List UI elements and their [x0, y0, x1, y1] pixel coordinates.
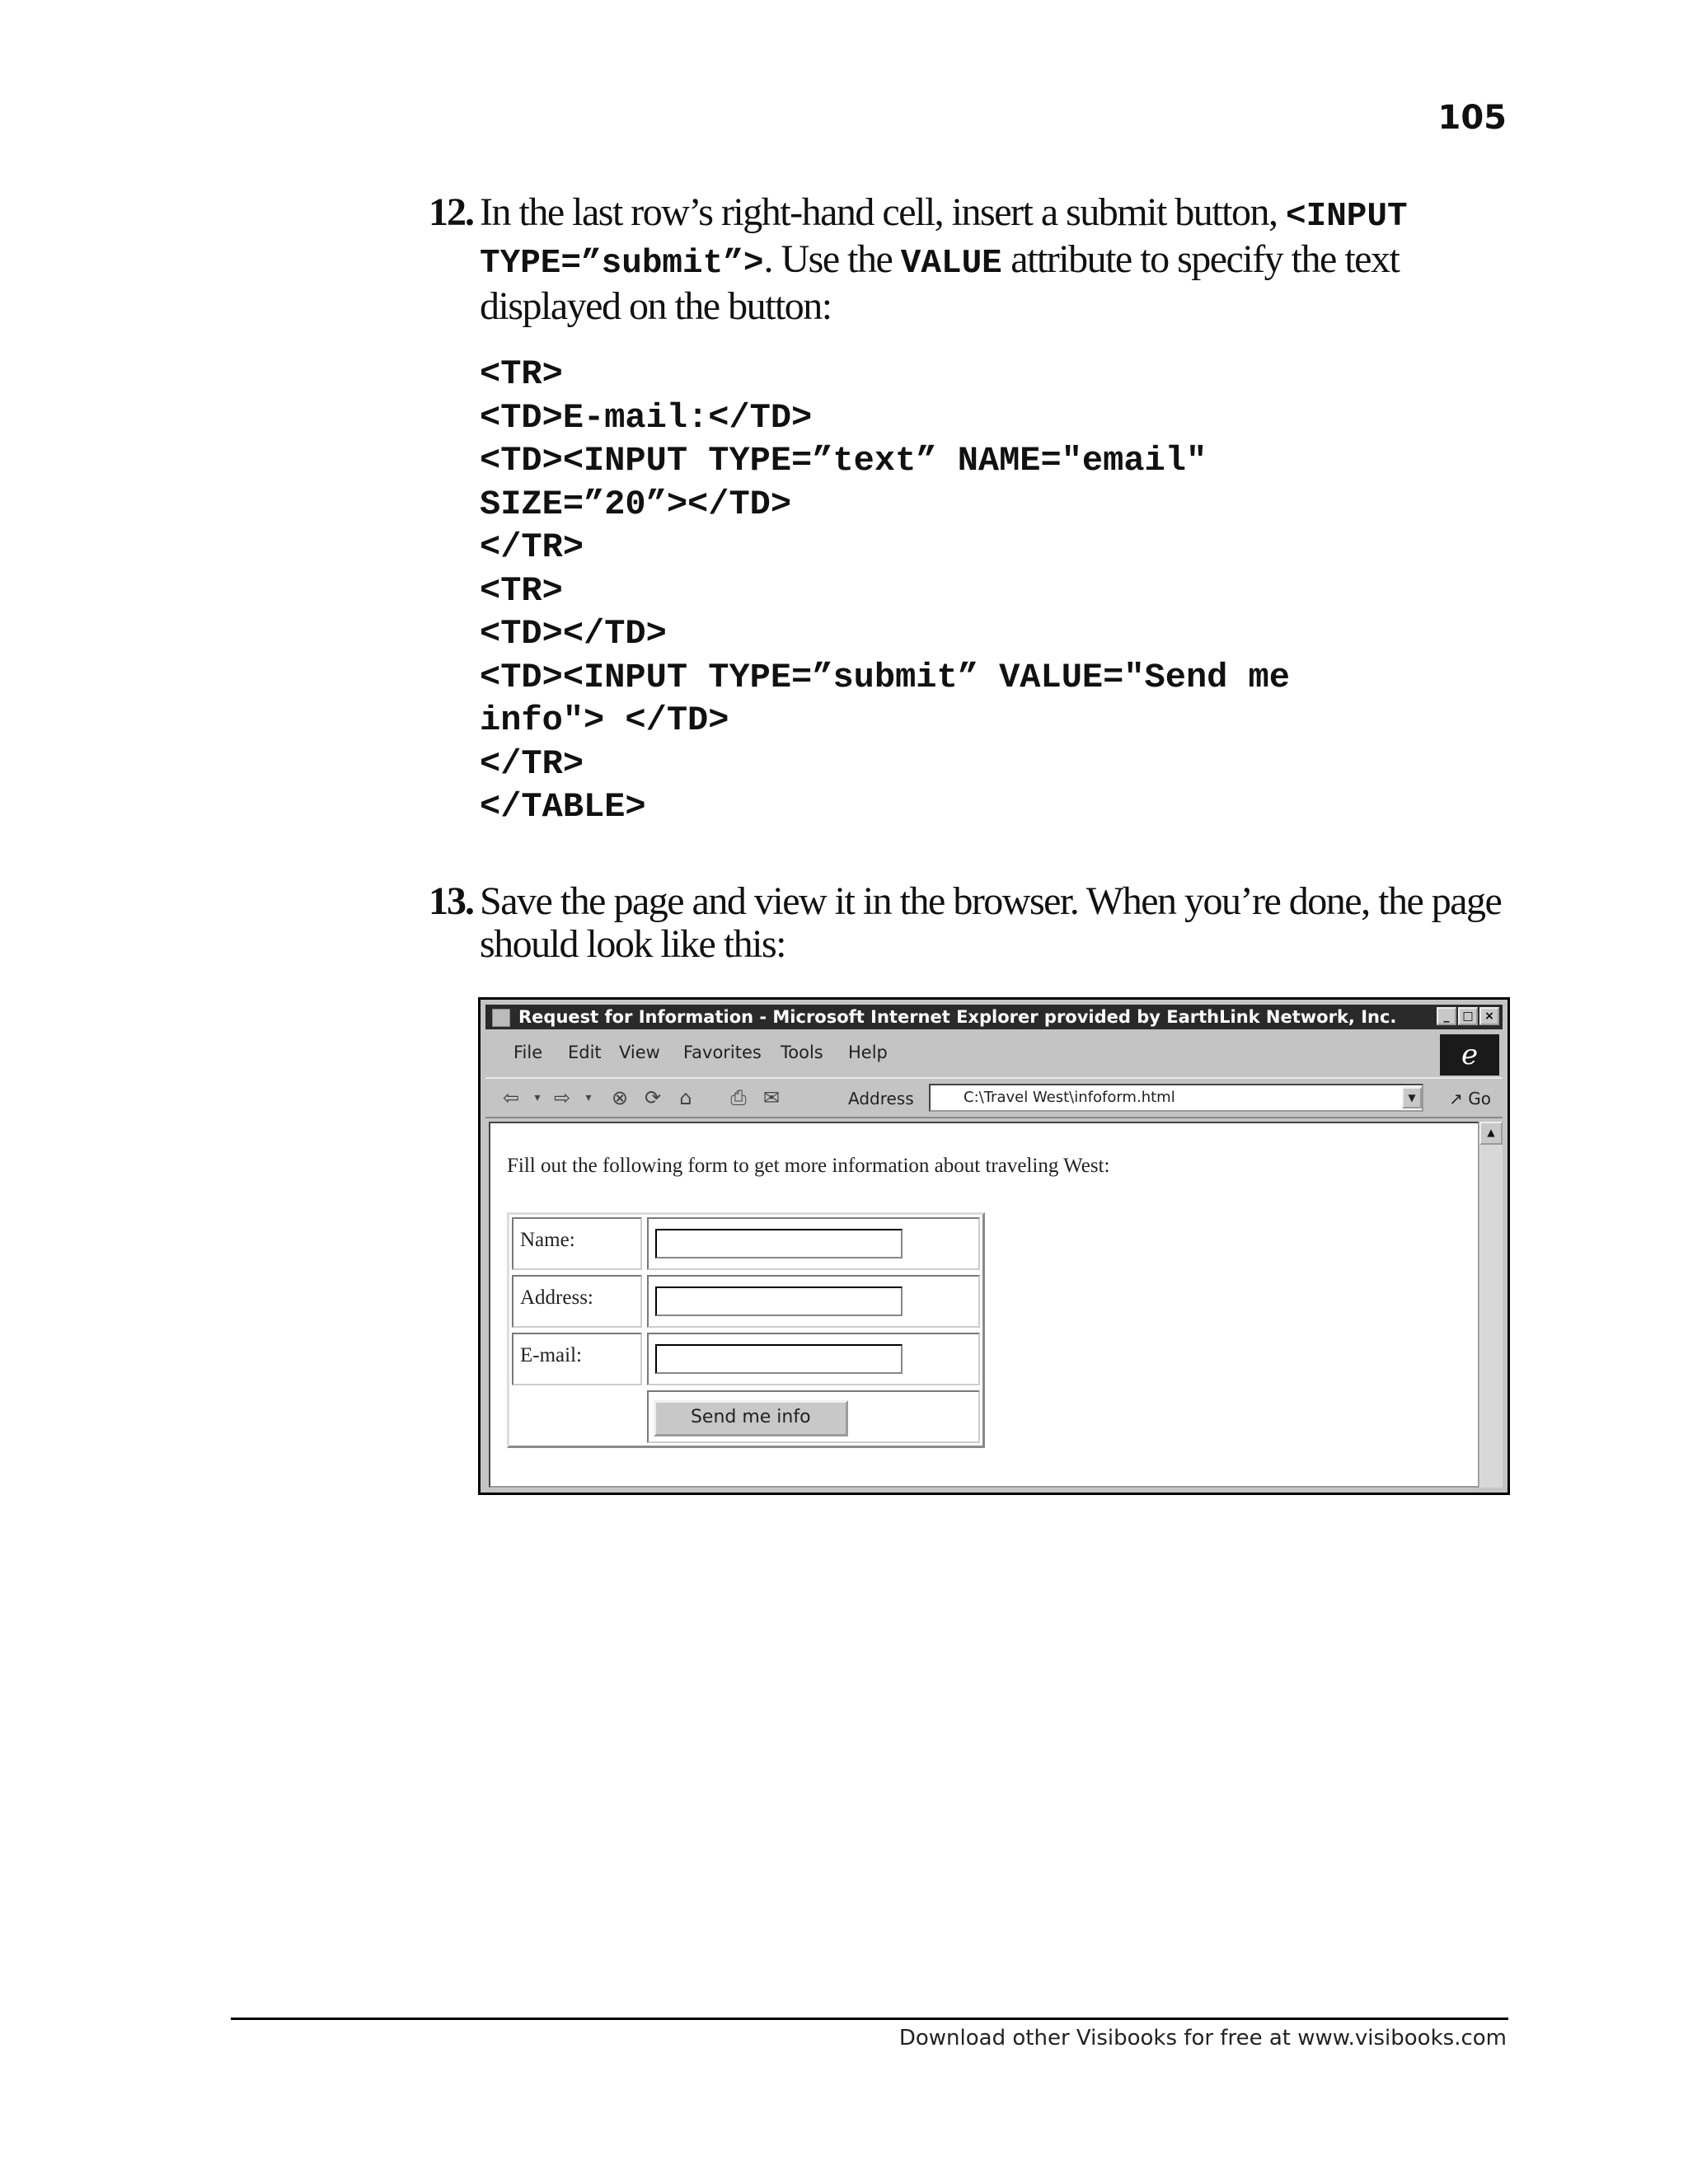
toolbar [485, 1077, 1503, 1118]
form-intro-text: Fill out the following form to get more information about traveling West: [507, 1155, 1110, 1177]
name-input[interactable] [655, 1229, 903, 1258]
footer-divider [231, 2018, 1508, 2020]
menu-favorites[interactable]: Favorites [683, 1043, 762, 1062]
step-12 [429, 191, 1517, 328]
code-line: SIZE=”20”></TD> [480, 484, 792, 524]
window-controls [1437, 1007, 1499, 1025]
form-table [507, 1212, 985, 1448]
browser-screenshot [478, 997, 1510, 1495]
address-dropdown-icon[interactable]: ▼ [1402, 1087, 1422, 1108]
step-12-text-2: . Use the [763, 237, 901, 281]
page-content [489, 1122, 1479, 1488]
go-label: Go [1468, 1089, 1491, 1108]
print-icon[interactable]: ⎙ [730, 1086, 747, 1109]
address-label: Address [848, 1089, 914, 1108]
code-line: <TD><INPUT TYPE=”text” NAME="email" [480, 441, 1207, 480]
address-input[interactable] [929, 1084, 1423, 1112]
vertical-scrollbar[interactable] [1479, 1122, 1503, 1488]
menu-view[interactable]: View [619, 1043, 660, 1062]
name-label: Name: [512, 1217, 642, 1270]
code-line: info"> </TD> [480, 701, 729, 740]
scroll-up-icon[interactable]: ▲ [1479, 1122, 1503, 1145]
step-12-code-2: VALUE [900, 245, 1002, 283]
back-icon[interactable]: ⇦ [502, 1086, 520, 1109]
code-line: </TR> [480, 527, 584, 567]
address-form-label: Address: [512, 1275, 642, 1328]
table-row [509, 1330, 982, 1388]
email-cell [647, 1333, 980, 1385]
menu-bar [485, 1033, 1503, 1072]
code-block [480, 353, 1290, 829]
table-row [509, 1215, 982, 1272]
address-cell [647, 1275, 980, 1328]
code-line: <TD><INPUT TYPE=”submit” VALUE="Send me [480, 657, 1290, 697]
refresh-icon[interactable]: ⟳ [644, 1086, 662, 1109]
address-form-input[interactable] [655, 1286, 903, 1316]
ie-logo-icon: e [1440, 1034, 1499, 1076]
mail-icon[interactable]: ✉ [762, 1086, 781, 1109]
menu-edit[interactable]: Edit [568, 1043, 602, 1062]
step-13 [429, 880, 1517, 966]
minimize-button[interactable]: _ [1437, 1007, 1456, 1025]
email-input[interactable] [655, 1344, 903, 1374]
email-label: E-mail: [512, 1333, 642, 1385]
stop-icon[interactable]: ⊗ [611, 1086, 629, 1109]
step-13-text: Save the page and view it in the browser. When you’re done, the page should look like this: [480, 879, 1502, 966]
name-cell [647, 1217, 980, 1270]
close-button[interactable]: × [1479, 1007, 1499, 1025]
maximize-button[interactable]: □ [1458, 1007, 1478, 1025]
menu-tools[interactable]: Tools [781, 1043, 823, 1062]
submit-cell [647, 1390, 980, 1443]
code-line: </TABLE> [480, 787, 646, 827]
step-12-code-1: <INPUT TYPE=”submit”> [480, 198, 1408, 283]
go-arrow-icon: ↗ [1449, 1089, 1463, 1108]
table-row [509, 1272, 982, 1330]
step-12-number: 12. [429, 190, 473, 234]
step-12-text [480, 191, 1517, 328]
forward-dropdown-icon[interactable]: ▾ [585, 1091, 592, 1104]
window-titlebar [485, 1005, 1503, 1029]
step-13-number: 13. [429, 879, 473, 923]
send-me-info-button[interactable]: Send me info [654, 1400, 848, 1436]
back-dropdown-icon[interactable]: ▾ [534, 1091, 541, 1104]
menu-file[interactable]: File [513, 1043, 543, 1062]
footer-text: Download other Visibooks for free at www.visibooks.com [898, 2026, 1507, 2050]
window-title: Request for Information - Microsoft Internet Explorer provided by EarthLink Network, Inc. [518, 1007, 1397, 1027]
code-line: <TR> [480, 354, 563, 394]
ie-window-icon [492, 1009, 510, 1027]
page-number: 105 [1437, 99, 1507, 137]
forward-icon[interactable]: ⇨ [553, 1086, 571, 1109]
code-line: </TR> [480, 743, 584, 784]
go-button[interactable] [1449, 1089, 1491, 1108]
home-icon[interactable]: ⌂ [679, 1086, 692, 1109]
code-line: <TD></TD> [480, 614, 667, 654]
step-12-text-1: In the last row’s right-hand cell, insert a submit button, [480, 190, 1286, 234]
menu-help[interactable]: Help [848, 1043, 888, 1062]
code-line: <TD>E-mail:</TD> [480, 397, 813, 438]
code-line: <TR> [480, 570, 563, 611]
step-12-text-3: attribute to specify the text displayed on the button: [480, 237, 1400, 328]
empty-cell [512, 1390, 642, 1443]
address-value: C:\Travel West\infoform.html [964, 1089, 1175, 1106]
table-row [509, 1388, 982, 1446]
